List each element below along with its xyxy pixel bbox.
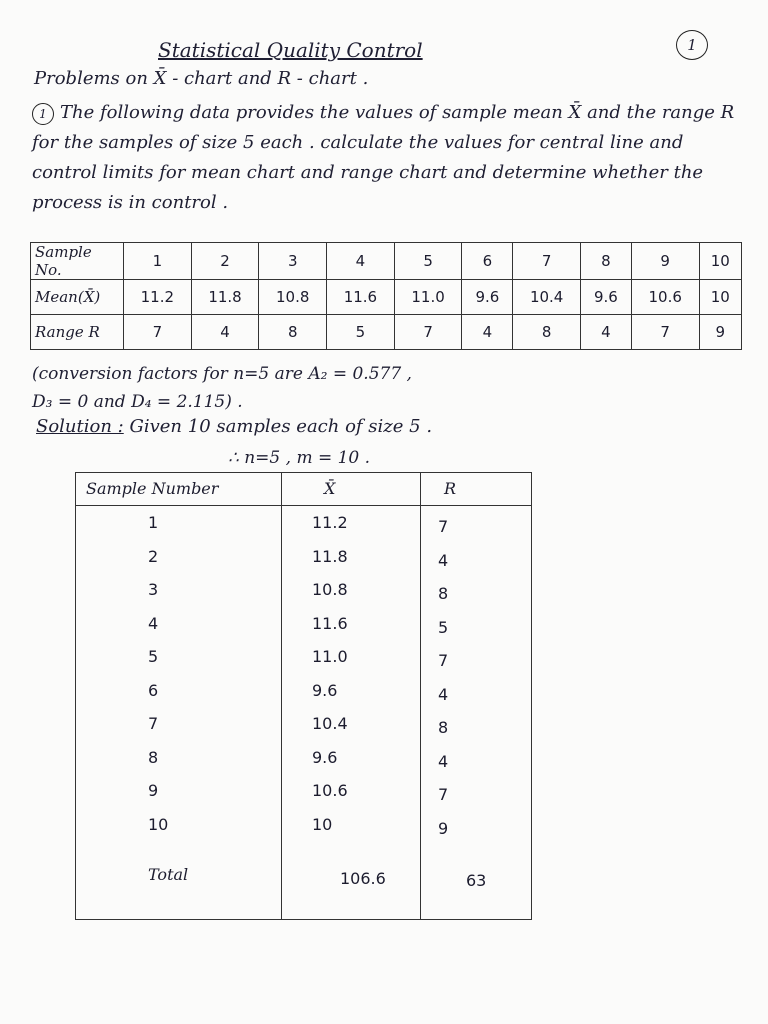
range-row: [31, 315, 742, 350]
range-cell: 5: [438, 617, 449, 637]
sample-number-cell: 7: [148, 714, 159, 733]
table-cell: 10.4: [513, 280, 581, 315]
table-cell: 10.6: [631, 280, 699, 315]
mean-cell: 11.8: [312, 546, 348, 566]
table-cell: 10: [699, 280, 741, 315]
table-cell: 9: [631, 243, 699, 280]
table-cell: 7: [631, 315, 699, 350]
total-r: 63: [466, 871, 487, 890]
table-cell: 8: [259, 315, 327, 350]
range-cell: 4: [438, 751, 449, 771]
page-number: 1: [676, 30, 708, 60]
range-cell: 8: [438, 584, 449, 603]
range-cell: 4: [438, 684, 449, 704]
header-divider: [76, 505, 531, 506]
total-x: 106.6: [340, 869, 386, 888]
sample-number-cell: 6: [148, 680, 159, 700]
table-cell: 11.2: [124, 280, 192, 315]
problem-statement: [32, 98, 742, 218]
solution-intro: [36, 416, 432, 437]
mean-cell: 10.4: [312, 714, 348, 733]
sample-number-cell: 9: [148, 781, 159, 800]
mean-cell: 11.0: [312, 647, 348, 666]
problem-text: The following data provides the values of sample mean X̄ and the range R for the samples of size 5 each . calculate the values for central line and control limits for mean chart and range chart and determine whether the process is in control .: [32, 102, 735, 213]
table-cell: 9: [699, 315, 741, 350]
conversion-factors: [32, 360, 412, 416]
mean-cell: 11.2: [312, 513, 348, 532]
range-cell: 9: [438, 818, 449, 838]
table-cell: 4: [191, 315, 259, 350]
table-cell: 3: [259, 243, 327, 280]
table-cell: 4: [327, 243, 395, 280]
sample-number-cell: 2: [148, 546, 159, 566]
total-label: Total: [148, 865, 189, 884]
sample-number-cell: 8: [148, 747, 159, 767]
solution-label: Solution :: [36, 416, 124, 437]
sample-number-cell: 1: [148, 513, 159, 532]
mean-cell: 10.8: [312, 580, 348, 599]
table-cell: 9.6: [580, 280, 631, 315]
row-header: Mean(X̄): [31, 280, 124, 315]
question-number: 1: [32, 103, 54, 125]
page-title: Statistical Quality Control: [158, 38, 423, 62]
range-cell: 7: [438, 517, 449, 536]
row-header: Range R: [31, 315, 124, 350]
table-cell: 7: [124, 315, 192, 350]
column-header: R: [444, 479, 457, 498]
column-divider: [420, 473, 421, 919]
table-cell: 4: [462, 315, 513, 350]
table-cell: 5: [327, 315, 395, 350]
mean-cell: 9.6: [312, 680, 338, 700]
table-cell: 2: [191, 243, 259, 280]
table-cell: 11.8: [191, 280, 259, 315]
sample-number-cell: 4: [148, 613, 159, 633]
therefore-line: ∴ n=5 , m = 10 .: [228, 448, 371, 468]
table-cell: 11.6: [327, 280, 395, 315]
conversion-line: D₃ = 0 and D₄ = 2.115) .: [32, 392, 243, 412]
solution-table: [75, 472, 532, 920]
sample-number-row: [31, 243, 742, 280]
sample-number-cell: 10: [148, 814, 169, 834]
row-header: Sample No.: [31, 243, 124, 280]
solution-text: Given 10 samples each of size 5 .: [129, 416, 433, 437]
sample-number-cell: 3: [148, 580, 159, 599]
table-cell: 7: [394, 315, 462, 350]
table-cell: 4: [580, 315, 631, 350]
table-cell: 7: [513, 243, 581, 280]
mean-cell: 11.6: [312, 613, 348, 633]
table-cell: 8: [580, 243, 631, 280]
conversion-line: (conversion factors for n=5 are A₂ = 0.577 ,: [32, 364, 412, 384]
table-cell: 6: [462, 243, 513, 280]
mean-row: [31, 280, 742, 315]
range-cell: 8: [438, 718, 449, 737]
table-cell: 5: [394, 243, 462, 280]
column-divider: [281, 473, 282, 919]
range-cell: 4: [438, 550, 449, 570]
table-cell: 1: [124, 243, 192, 280]
column-header: Sample Number: [86, 479, 219, 498]
mean-cell: 10.6: [312, 781, 348, 800]
range-cell: 7: [438, 785, 449, 804]
range-cell: 7: [438, 651, 449, 670]
sample-number-cell: 5: [148, 647, 159, 666]
table-cell: 11.0: [394, 280, 462, 315]
mean-cell: 10: [312, 814, 333, 834]
column-header: X̄: [324, 479, 336, 498]
table-cell: 10.8: [259, 280, 327, 315]
table-cell: 9.6: [462, 280, 513, 315]
table-cell: 10: [699, 243, 741, 280]
section-heading: Problems on X̄ - chart and R - chart .: [34, 68, 369, 89]
mean-cell: 9.6: [312, 747, 338, 767]
given-data-table: [30, 242, 742, 350]
table-cell: 8: [513, 315, 581, 350]
